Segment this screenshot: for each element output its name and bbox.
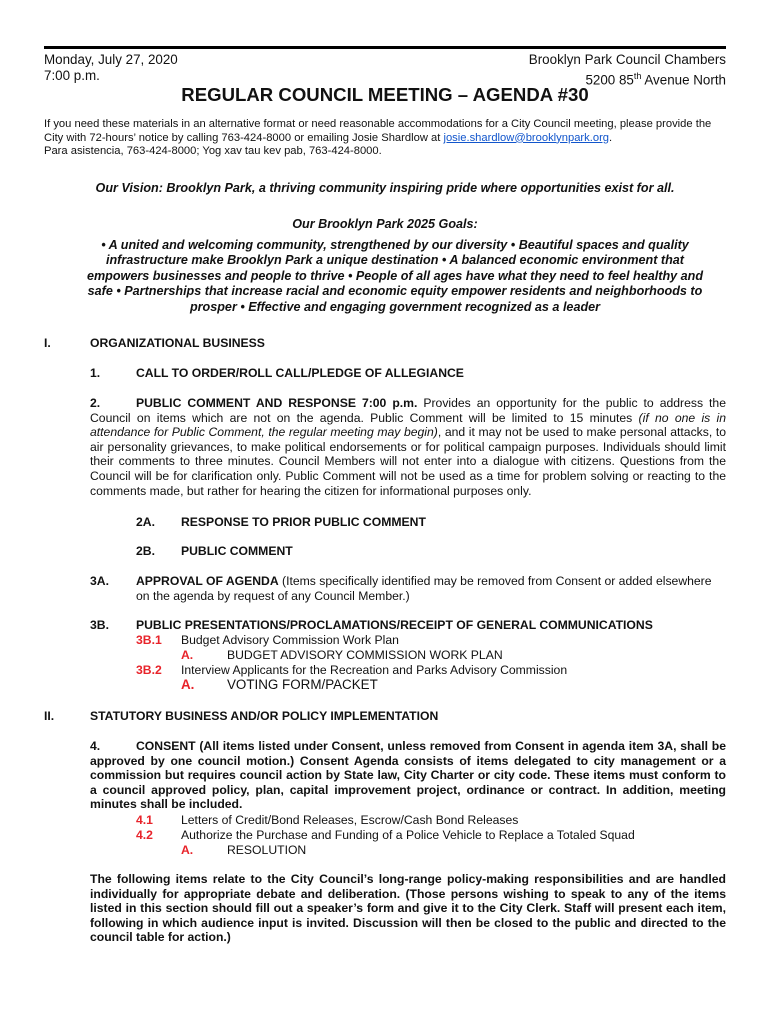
item-4-paragraph: CONSENT (All items listed under Consent, unless removed from Consent in agenda item 3A, shall be approved by one council motion.) Consent Agenda consists of items delegated to city management or a commission but requires council action by State law, City Charter or city code. These items must conform to a council approved policy, plan, capital improvement project, ordinance or contract. In addition, meeting minutes shall be included. xyxy=(90,739,726,812)
item-4-2-text: Authorize the Purchase and Funding of a Police Vehicle to Replace a Totaled Squad xyxy=(181,828,635,842)
item-3a-text-a: (Items specifically identified may be removed from Consent or added elsewhere xyxy=(278,574,712,588)
item-3b2-text: Interview Applicants for the Recreation and Parks Advisory Commission xyxy=(181,663,568,677)
item-3b1a-text: BUDGET ADVISORY COMMISSION WORK PLAN xyxy=(227,648,503,662)
goals-text: • A united and welcoming community, strengthened by our diversity • Beautiful spaces and quality infrastructure make Brooklyn Park a unique destination • A balanced economic environment that empowers businesses and people to thrive • People of all ages have what they need to feel healthy and safe • Partnerships that increase racial and economic equity empower residents and neighborhoods to prosper • Effective and engaging government recognized as a leader xyxy=(86,238,704,314)
item-3b1-text: Budget Advisory Commission Work Plan xyxy=(181,633,399,647)
meeting-location xyxy=(529,52,726,88)
item-2-num: 2. xyxy=(90,396,101,410)
item-4-2a-letter: A. xyxy=(181,843,194,857)
item-4-1-num: 4.1 xyxy=(136,813,153,827)
item-3b-num: 3B. xyxy=(90,618,109,632)
item-3b2-num: 3B.2 xyxy=(136,663,162,677)
notice-line2: Para asistencia, 763-424-8000; Yog xav tau kev pab, 763-424-8000. xyxy=(44,145,382,158)
item-2-paragraph xyxy=(90,396,726,498)
address-number: 5200 85 xyxy=(585,72,634,88)
address-sup: th xyxy=(633,71,642,81)
section-1-numeral: I. xyxy=(44,336,51,350)
item-3a-num: 3A. xyxy=(90,574,109,588)
item-4-2a-text: RESOLUTION xyxy=(227,843,307,857)
item-4-2-num: 4.2 xyxy=(136,828,153,842)
accommodation-notice xyxy=(44,118,728,159)
meeting-time: 7:00 p.m. xyxy=(44,68,100,83)
item-2-text-b: , and it may not be used to make personal attacks, to air personality grievances, to make political endorsements or for political campaign purposes. Individuals should limit their comments to three minutes. Council Members will not enter into a dialogue with citizens. Questions from the Council will be for clarification only. Public Comment will not be used as a time for problem solving or reacting to the comments made, but rather for hearing the citizen for informational purposes only. xyxy=(90,425,727,498)
item-3b2a-letter: A. xyxy=(181,677,195,692)
item-3a-line1 xyxy=(136,574,728,589)
location-name: Brooklyn Park Council Chambers xyxy=(528,52,726,67)
item-2-title: PUBLIC COMMENT AND RESPONSE 7:00 p.m. xyxy=(136,396,418,410)
item-2a-num: 2A. xyxy=(136,515,155,529)
meeting-datetime xyxy=(44,52,178,84)
page-title: REGULAR COUNCIL MEETING – AGENDA #30 xyxy=(181,84,589,105)
item-3b1-num: 3B.1 xyxy=(136,633,162,647)
address-street: Avenue North xyxy=(641,72,726,88)
item-3b-title: PUBLIC PRESENTATIONS/PROCLAMATIONS/RECEIPT OF GENERAL COMMUNICATIONS xyxy=(136,618,653,632)
item-3a-title: APPROVAL OF AGENDA xyxy=(136,574,279,588)
email-link[interactable]: josie.shardlow@brooklynpark.org xyxy=(443,131,610,144)
item-1-title: CALL TO ORDER/ROLL CALL/PLEDGE OF ALLEGIANCE xyxy=(136,366,464,380)
item-3b1a-letter: A. xyxy=(181,648,194,662)
item-2b-title: PUBLIC COMMENT xyxy=(181,544,293,558)
meeting-date: Monday, July 27, 2020 xyxy=(44,52,178,67)
vision-statement: Our Vision: Brooklyn Park, a thriving community inspiring pride where opportunities exist for all. xyxy=(95,181,675,195)
section-2-numeral: II. xyxy=(44,709,55,723)
item-4-1-text: Letters of Credit/Bond Releases, Escrow/Cash Bond Releases xyxy=(181,813,519,827)
item-2-text-italic: (if no one is in attendance for Public Comment, the regular meeting may begin) xyxy=(90,410,727,440)
closing-paragraph: The following items relate to the City Council’s long-range policy-making responsibilities and are handled individually for appropriate debate and deliberation. (Those persons wishing to speak to any of the items listed in this section should fill out a speaker’s form and give it to the City Clerk. Staff will present each item, following in which audience input is invited. Discussion will then be closed to the public and directed to the council table for action.) xyxy=(90,872,726,945)
item-2-text-a: Provides an opportunity for the public to address the Council on items which are not on the agenda. Public Comment will be limited to 15 minutes xyxy=(90,396,726,425)
item-1-num: 1. xyxy=(90,366,101,380)
item-2b-num: 2B. xyxy=(136,544,155,558)
notice-text: If you need these materials in an alternative format or need reasonable accommodations for a City Council meeting, please provide the City with 72-hours’ notice by calling 763-424-8000 or emailing Josie Shardlow at xyxy=(44,118,712,144)
item-3a-line2: on the agenda by request of any Council Member.) xyxy=(136,588,410,603)
item-4-num: 4. xyxy=(90,739,101,753)
item-2a-title: RESPONSE TO PRIOR PUBLIC COMMENT xyxy=(181,515,426,529)
item-3b2a-text: VOTING FORM/PACKET xyxy=(227,677,378,692)
top-rule xyxy=(44,46,726,49)
section-2-title: STATUTORY BUSINESS AND/OR POLICY IMPLEMENTATION xyxy=(90,709,439,723)
notice-line1 xyxy=(44,118,728,145)
notice-period: . xyxy=(609,131,613,144)
section-1-title: ORGANIZATIONAL BUSINESS xyxy=(90,336,265,350)
goals-heading: Our Brooklyn Park 2025 Goals: xyxy=(292,217,478,231)
